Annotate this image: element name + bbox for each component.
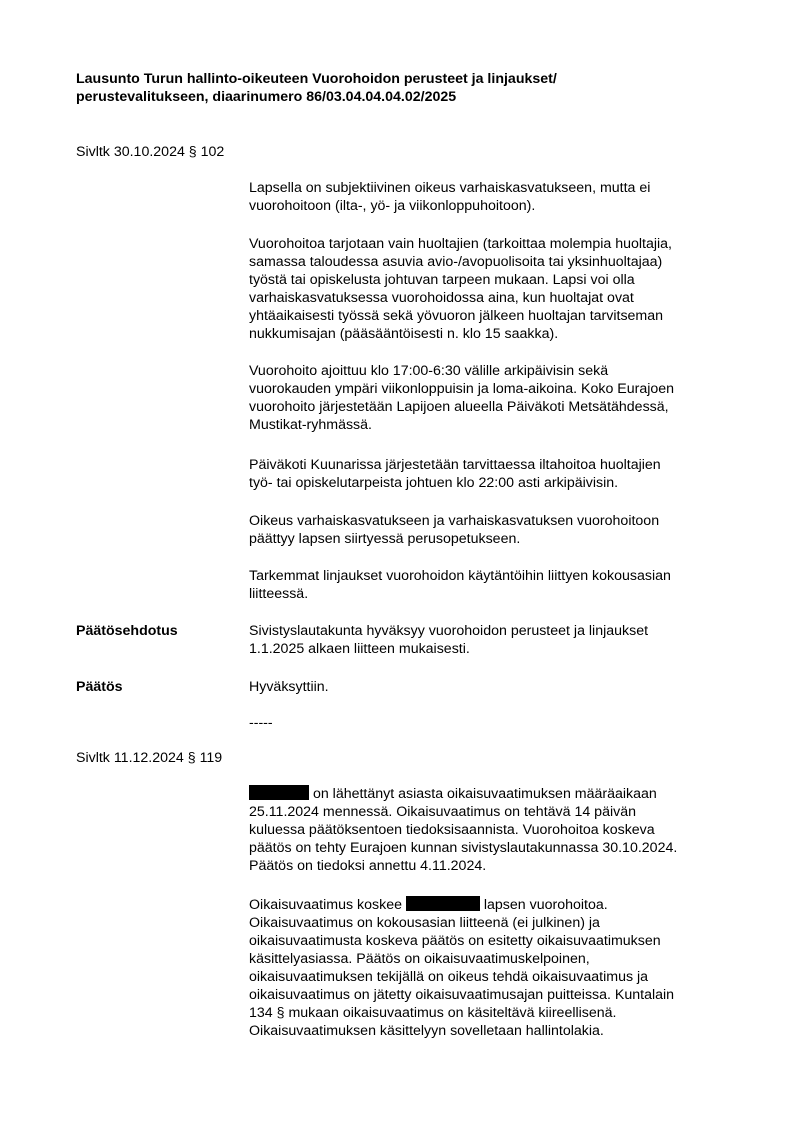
paragraph-right-ends	[249, 512, 739, 548]
text-span: on lähettänyt asiasta oikaisuvaatimuksen määräaikaan	[309, 786, 657, 802]
paragraph-right-of-law	[249, 179, 739, 215]
decision-label: Päätös	[76, 679, 123, 695]
redaction-box	[249, 785, 309, 800]
text-line: oikaisuvaatimusta koskeva päätös on esitetty oikaisuvaatimuksen	[249, 933, 661, 949]
text-line: Mustikat-ryhmässä.	[249, 417, 372, 433]
text-line: Päiväkoti Kuunarissa järjestetään tarvittaessa iltahoitoa huoltajien	[249, 457, 661, 473]
text-line: työ- tai opiskelutarpeista johtuen klo 22:00 asti arkipäivisin.	[249, 475, 619, 491]
text-line: Päätös on tiedoksi annettu 4.11.2024.	[249, 858, 487, 874]
paragraph-shift-care-offer	[249, 235, 739, 343]
document-title	[76, 70, 736, 106]
text-line: 134 § mukaan oikaisuvaatimus on käsiteltävä kiireellisenä.	[249, 1005, 617, 1021]
text-line: Tarkemmat linjaukset vuorohoidon käytäntöihin liittyen kokousasian	[249, 568, 671, 584]
paragraph-evening-care	[249, 456, 739, 492]
text-line: päättyy lapsen siirtyessä perusopetukseen.	[249, 531, 521, 547]
proposal-label: Päätösehdotus	[76, 623, 178, 639]
text-span: Oikaisuvaatimus koskee	[249, 897, 406, 913]
text-line: Oikaisuvaatimuksen käsittelyyn sovelletaan hallintolakia.	[249, 1023, 604, 1039]
text-line: oikaisuvaatimus on jätetty oikaisuvaatimusajan puitteissa. Kuntalain	[249, 987, 675, 1003]
proposal-text	[249, 622, 739, 658]
text-line	[249, 785, 739, 803]
text-line: varhaiskasvatuksessa vuorohoidossa aina, kun huoltajat ovat	[249, 290, 634, 306]
text-span: lapsen vuorohoitoa.	[479, 897, 608, 913]
title-line-1: Lausunto Turun hallinto-oikeuteen Vuorohoidon perusteet ja linjaukset/	[76, 71, 557, 87]
text-line: liitteessä.	[249, 586, 309, 602]
text-line: samassa taloudessa asuvia avio-/avopuolisoita tai yksinhuoltajaa)	[249, 254, 663, 270]
text-line: Sivistyslautakunta hyväksyy vuorohoidon perusteet ja linjaukset	[249, 623, 649, 639]
text-line: nukkumisajan (pääsääntöisesti n. klo 15 saakka).	[249, 326, 559, 342]
section-heading-2: Sivltk 11.12.2024 § 119	[76, 750, 223, 766]
text-line: käsittelyasiassa. Päätös on oikaisuvaatimuskelpoinen,	[249, 951, 590, 967]
text-line: Oikaisuvaatimus on kokousasian liitteenä (ei julkinen) ja	[249, 915, 600, 931]
decision-text: Hyväksyttiin.	[249, 679, 329, 695]
text-line: päätös on tehty Eurajoen kunnan sivistyslautakunnassa 30.10.2024.	[249, 840, 678, 856]
text-line: 1.1.2025 alkaen liitteen mukaisesti.	[249, 641, 470, 657]
paragraph-attachment-note	[249, 567, 739, 603]
paragraph-shift-care-times	[249, 362, 739, 434]
text-line: yhtäaikaisesti työssä sekä yövuoron jälkeen huoltajan tarvitseman	[249, 308, 664, 324]
text-line: vuorohoitoon (ilta-, yö- ja viikonloppuhoitoon).	[249, 198, 536, 214]
text-line: vuorokauden ympäri viikonloppuisin ja loma-aikoina. Koko Eurajoen	[249, 381, 675, 397]
separator: -----	[249, 715, 273, 731]
text-line: Vuorohoito ajoittuu klo 17:00-6:30 välille arkipäivisin sekä	[249, 363, 609, 379]
paragraph-appeal-submitted	[249, 785, 739, 875]
text-line	[249, 896, 739, 914]
text-line: 25.11.2024 mennessä. Oikaisuvaatimus on tehtävä 14 päivän	[249, 804, 636, 820]
text-line: Lapsella on subjektiivinen oikeus varhaiskasvatukseen, mutta ei	[249, 180, 651, 196]
text-line: Vuorohoitoa tarjotaan vain huoltajien (tarkoittaa molempia huoltajia,	[249, 236, 672, 252]
paragraph-appeal-details	[249, 896, 739, 1040]
text-line: oikaisuvaatimuksen tekijällä on oikeus tehdä oikaisuvaatimus ja	[249, 969, 649, 985]
text-line: vuorohoito järjestetään Lapijoen alueella Päiväkoti Metsätähdessä,	[249, 399, 669, 415]
redaction-box	[406, 896, 480, 911]
title-line-2: perustevalitukseen, diaarinumero 86/03.04.04.04.02/2025	[76, 89, 457, 105]
section-heading-1: Sivltk 30.10.2024 § 102	[76, 144, 225, 160]
text-line: kuluessa päätöksentoen tiedoksisaannista. Vuorohoitoa koskeva	[249, 822, 655, 838]
text-line: työstä tai opiskelusta johtuvan tarpeen mukaan. Lapsi voi olla	[249, 272, 635, 288]
text-line: Oikeus varhaiskasvatukseen ja varhaiskasvatuksen vuorohoitoon	[249, 513, 660, 529]
